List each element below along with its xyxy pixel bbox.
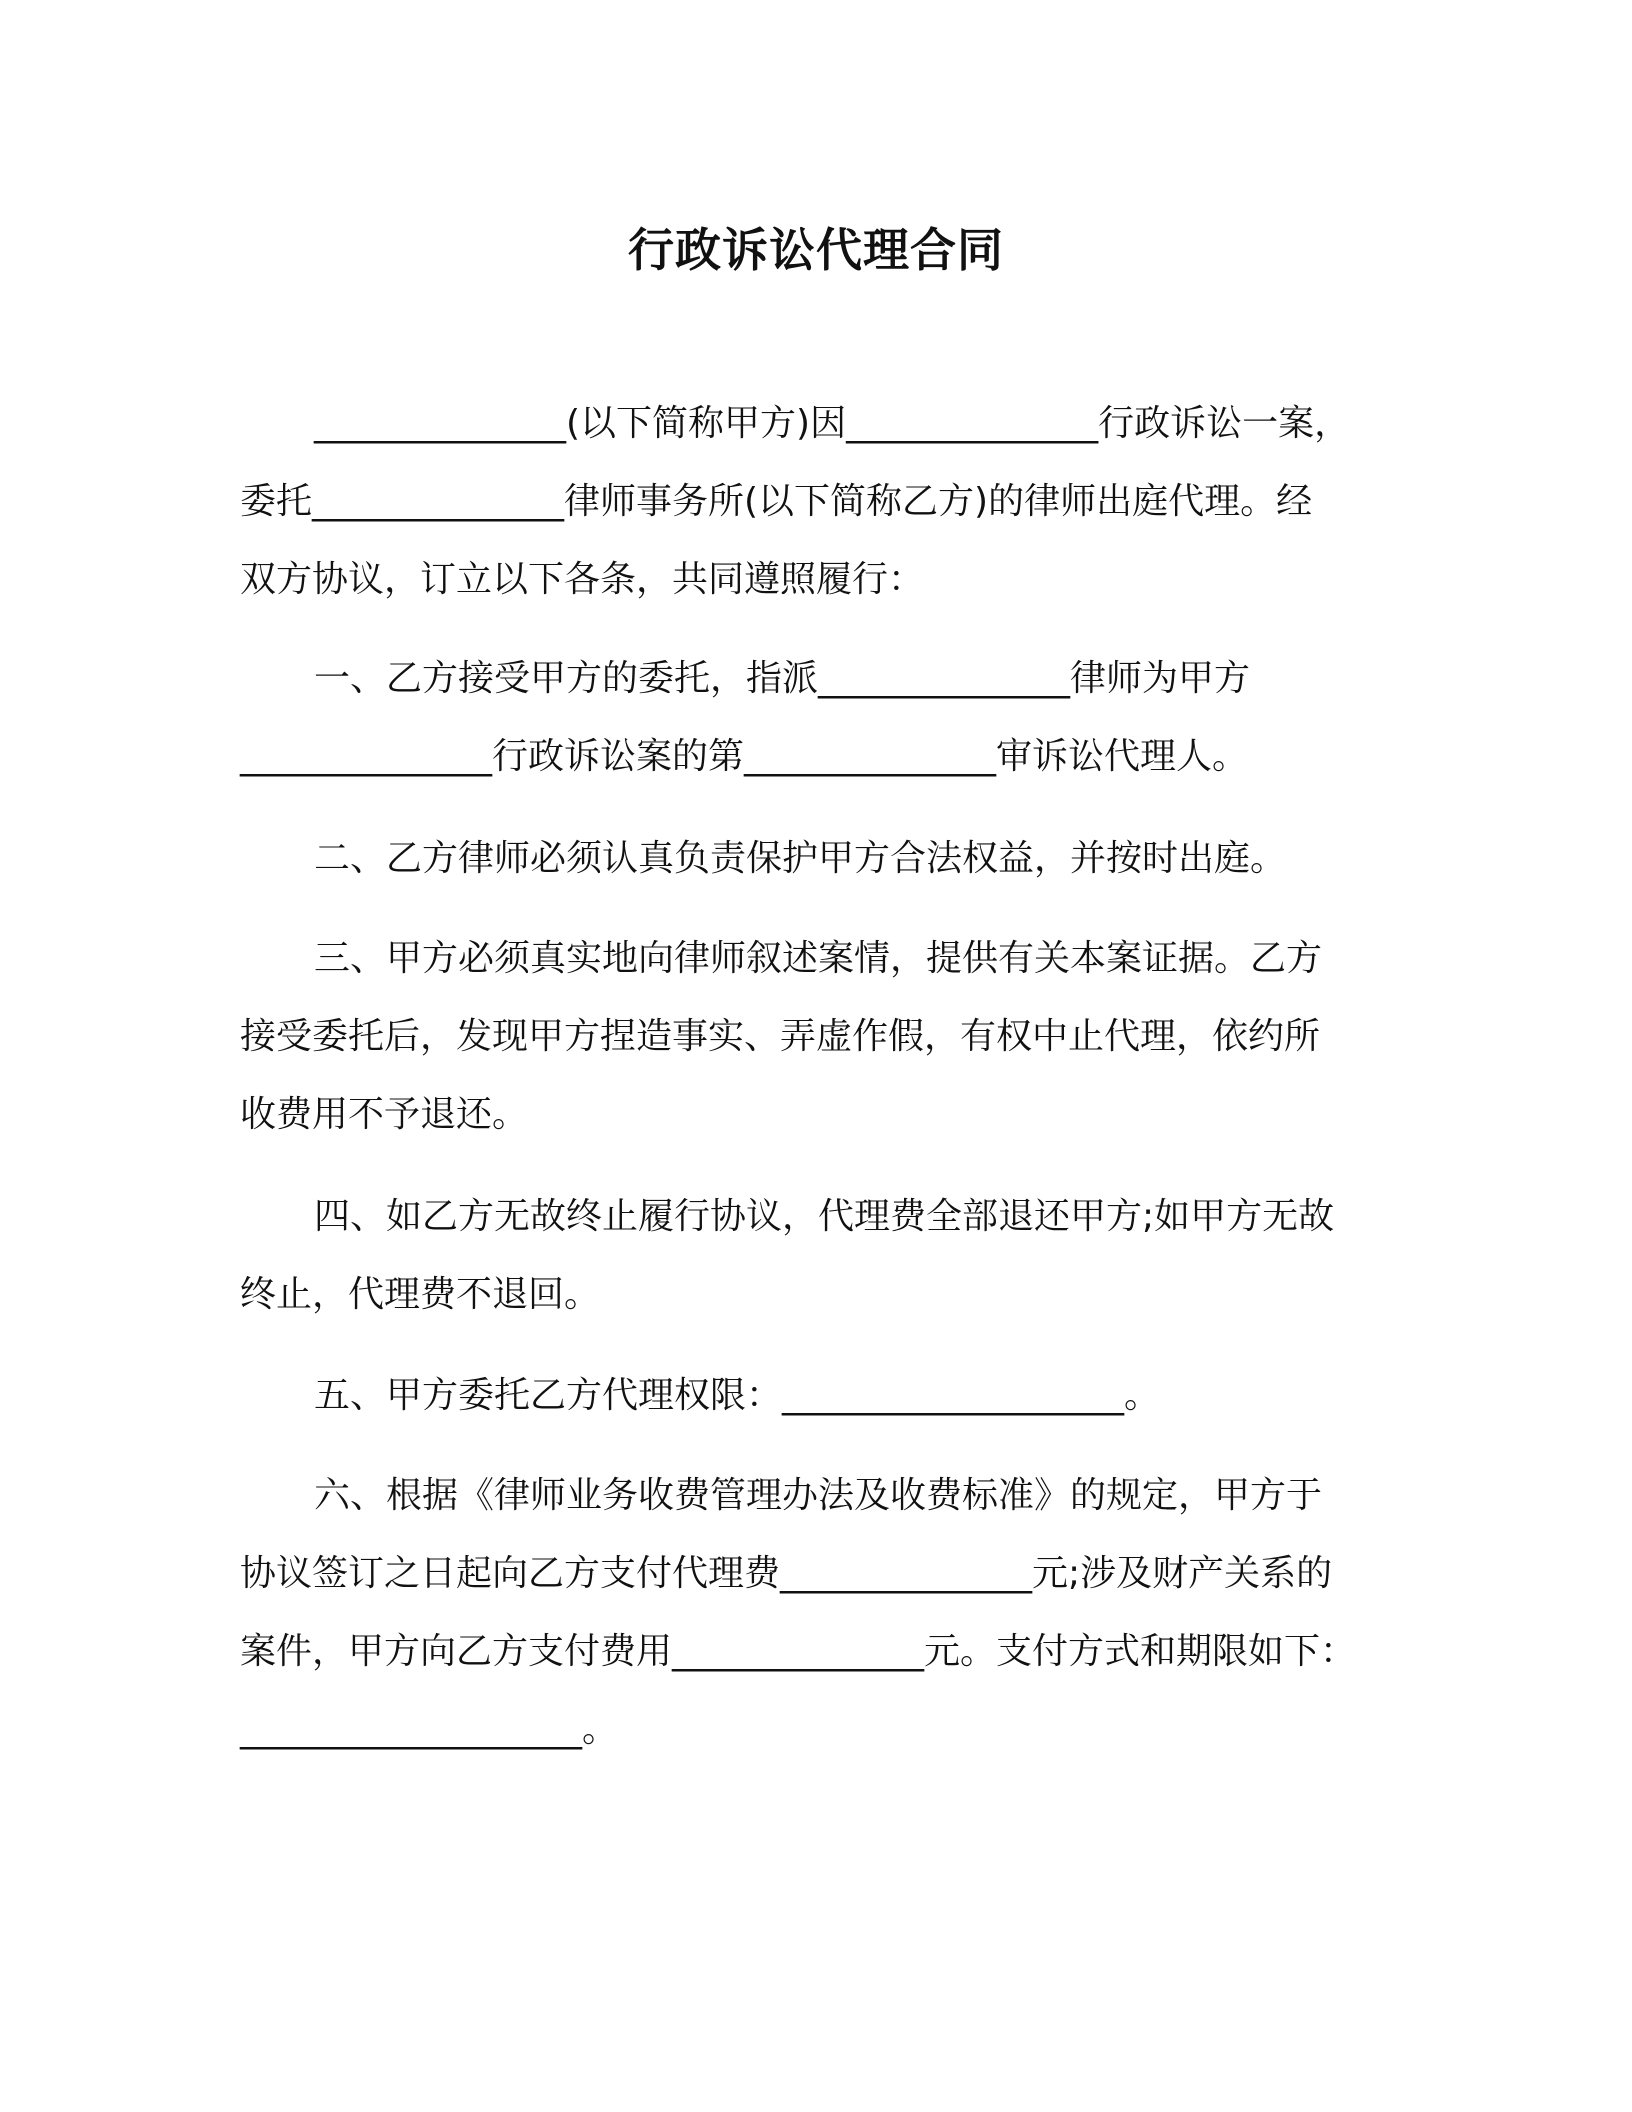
clause-3-line-3: 收费用不予退还。 [240,1094,529,1135]
preamble-line-1: ______________(以下简称甲方)因______________行政诉讼一案， [314,403,1351,444]
clause-6-line-2: 协议签订之日起向乙方支付代理费______________元;涉及财产关系的 [240,1553,1333,1594]
clause-4-line-1: 四、如乙方无故终止履行协议，代理费全部退还甲方;如甲方无故 [314,1196,1335,1237]
clause-5-paragraph [240,1357,1400,1435]
clause-6-paragraph [240,1457,1400,1769]
clause-3-line-1: 三、甲方必须真实地向律师叙述案情，提供有关本案证据。乙方 [314,938,1323,979]
preamble-line-2: 委托______________律师事务所(以下简称乙方)的律师出庭代理。经 [240,481,1313,522]
clause-4-line-2: 终止，代理费不退回。 [240,1274,601,1315]
preamble-paragraph [240,385,1400,619]
document-title: 行政诉讼代理合同 [628,223,1004,277]
clause-4-paragraph [240,1178,1400,1334]
clause-3-line-2: 接受委托后，发现甲方捏造事实、弄虚作假，有权中止代理，依约所 [240,1016,1321,1057]
clause-6-line-3: 案件，甲方向乙方支付费用______________元。支付方式和期限如下： [240,1631,1357,1672]
clause-2-paragraph [240,820,1400,898]
preamble-line-3: 双方协议，订立以下各条，共同遵照履行： [240,559,925,600]
clause-2-line-1: 二、乙方律师必须认真负责保护甲方合法权益，并按时出庭。 [314,838,1287,879]
clause-5-line-1: 五、甲方委托乙方代理权限：___________________。 [314,1375,1161,1416]
clause-1-line-2: ______________行政诉讼案的第______________审诉讼代理人。 [240,736,1249,777]
clause-3-paragraph [240,920,1400,1154]
clause-1-paragraph [240,640,1400,796]
clause-1-line-1: 一、乙方接受甲方的委托，指派______________律师为甲方 [314,658,1251,699]
clause-6-line-1: 六、根据《律师业务收费管理办法及收费标准》的规定，甲方于 [314,1475,1323,1516]
clause-6-line-4: ___________________。 [240,1709,618,1750]
